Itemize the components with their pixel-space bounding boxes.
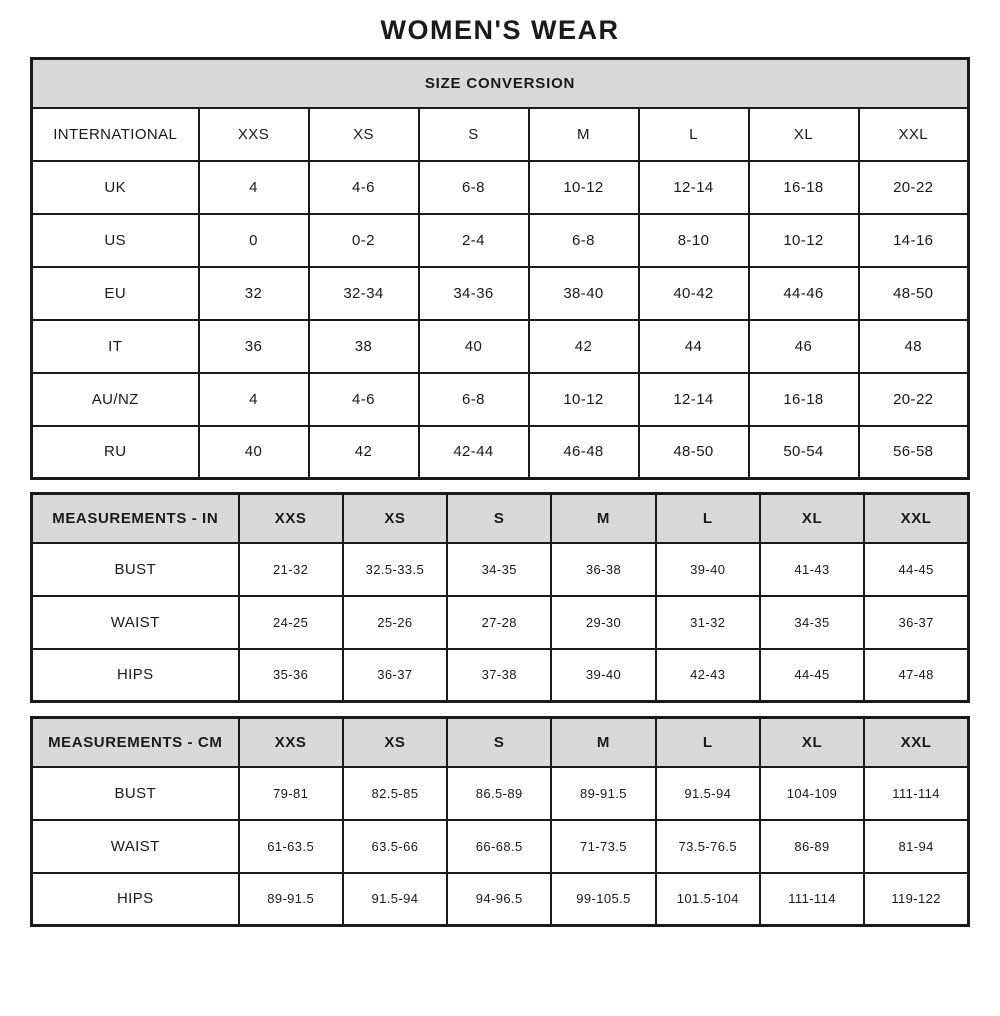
size-cell: 12-14 <box>639 161 749 214</box>
measurement-cell: 36-38 <box>551 543 655 596</box>
table-row <box>32 767 969 820</box>
column-header: S <box>447 718 551 767</box>
row-label: EU <box>32 267 199 320</box>
column-header: S <box>419 108 529 161</box>
column-header: XXL <box>864 718 968 767</box>
row-label: US <box>32 214 199 267</box>
column-header: XL <box>749 108 859 161</box>
table-row <box>32 373 969 426</box>
size-cell: 12-14 <box>639 373 749 426</box>
size-cell: 10-12 <box>749 214 859 267</box>
column-header: S <box>447 494 551 543</box>
size-cell: 8-10 <box>639 214 749 267</box>
row-label: BUST <box>32 543 239 596</box>
row-label: HIPS <box>32 649 239 702</box>
column-header: XXS <box>199 108 309 161</box>
table-row <box>32 320 969 373</box>
size-cell: 40-42 <box>639 267 749 320</box>
size-cell: 6-8 <box>419 161 529 214</box>
column-header: L <box>656 494 760 543</box>
size-cell: 10-12 <box>529 161 639 214</box>
size-cell: 4-6 <box>309 161 419 214</box>
measurement-cell: 41-43 <box>760 543 864 596</box>
measurement-cell: 36-37 <box>864 596 968 649</box>
measurement-cell: 73.5-76.5 <box>656 820 760 873</box>
size-cell: 48-50 <box>859 267 969 320</box>
size-cell: 20-22 <box>859 161 969 214</box>
column-header: XS <box>343 494 447 543</box>
measurement-cell: 34-35 <box>760 596 864 649</box>
measurement-cell: 35-36 <box>239 649 343 702</box>
size-cell: 40 <box>419 320 529 373</box>
size-cell: 2-4 <box>419 214 529 267</box>
measurement-cell: 86-89 <box>760 820 864 873</box>
measurement-cell: 86.5-89 <box>447 767 551 820</box>
column-header: XXS <box>239 494 343 543</box>
size-cell: 40 <box>199 426 309 479</box>
row-label: WAIST <box>32 596 239 649</box>
size-conversion-title: SIZE CONVERSION <box>32 59 969 108</box>
measurement-cell: 36-37 <box>343 649 447 702</box>
table-row <box>32 214 969 267</box>
size-cell: 34-36 <box>419 267 529 320</box>
size-cell: 42 <box>309 426 419 479</box>
measurement-cell: 111-114 <box>760 873 864 926</box>
measurements-cm-title: MEASUREMENTS - CM <box>32 718 239 767</box>
size-cell: 42-44 <box>419 426 529 479</box>
measurement-cell: 61-63.5 <box>239 820 343 873</box>
column-header: M <box>551 718 655 767</box>
size-cell: 14-16 <box>859 214 969 267</box>
measurement-cell: 27-28 <box>447 596 551 649</box>
measurement-cell: 39-40 <box>656 543 760 596</box>
measurement-cell: 89-91.5 <box>239 873 343 926</box>
row-label: AU/NZ <box>32 373 199 426</box>
size-cell: 16-18 <box>749 373 859 426</box>
measurement-cell: 34-35 <box>447 543 551 596</box>
measurement-cell: 91.5-94 <box>656 767 760 820</box>
measurement-cell: 44-45 <box>864 543 968 596</box>
measurement-cell: 63.5-66 <box>343 820 447 873</box>
size-cell: 42 <box>529 320 639 373</box>
measurement-cell: 79-81 <box>239 767 343 820</box>
row-label: BUST <box>32 767 239 820</box>
size-cell: 4 <box>199 373 309 426</box>
size-cell: 32-34 <box>309 267 419 320</box>
measurement-cell: 47-48 <box>864 649 968 702</box>
measurements-in-table <box>30 492 970 703</box>
column-header: M <box>551 494 655 543</box>
column-header: XXL <box>859 108 969 161</box>
measurement-cell: 104-109 <box>760 767 864 820</box>
measurement-cell: 82.5-85 <box>343 767 447 820</box>
table-row <box>32 267 969 320</box>
size-cell: 20-22 <box>859 373 969 426</box>
measurement-cell: 29-30 <box>551 596 655 649</box>
measurement-cell: 66-68.5 <box>447 820 551 873</box>
measurement-cell: 89-91.5 <box>551 767 655 820</box>
page-title: WOMEN'S WEAR <box>380 15 620 45</box>
size-cell: 4-6 <box>309 373 419 426</box>
table-row <box>32 820 969 873</box>
size-cell: 10-12 <box>529 373 639 426</box>
table-header-row <box>32 59 969 108</box>
row-label: UK <box>32 161 199 214</box>
measurement-cell: 71-73.5 <box>551 820 655 873</box>
table-header-row <box>32 718 969 767</box>
measurement-cell: 24-25 <box>239 596 343 649</box>
row-label: HIPS <box>32 873 239 926</box>
measurement-cell: 21-32 <box>239 543 343 596</box>
column-header: M <box>529 108 639 161</box>
column-header: L <box>639 108 749 161</box>
size-cell: 0 <box>199 214 309 267</box>
size-cell: 32 <box>199 267 309 320</box>
table-row <box>32 596 969 649</box>
size-cell: 48 <box>859 320 969 373</box>
measurements-cm-table <box>30 716 970 927</box>
measurement-cell: 37-38 <box>447 649 551 702</box>
measurements-in-title: MEASUREMENTS - IN <box>32 494 239 543</box>
row-label: IT <box>32 320 199 373</box>
size-cell: 46 <box>749 320 859 373</box>
column-header: XL <box>760 494 864 543</box>
size-cell: 44-46 <box>749 267 859 320</box>
measurement-cell: 101.5-104 <box>656 873 760 926</box>
size-cell: 6-8 <box>529 214 639 267</box>
table-row <box>32 649 969 702</box>
column-header: XL <box>760 718 864 767</box>
size-cell: 4 <box>199 161 309 214</box>
size-cell: 0-2 <box>309 214 419 267</box>
measurement-cell: 111-114 <box>864 767 968 820</box>
column-header: L <box>656 718 760 767</box>
measurement-cell: 25-26 <box>343 596 447 649</box>
column-header-row <box>32 108 969 161</box>
measurement-cell: 99-105.5 <box>551 873 655 926</box>
measurement-cell: 39-40 <box>551 649 655 702</box>
size-cell: 36 <box>199 320 309 373</box>
measurement-cell: 94-96.5 <box>447 873 551 926</box>
measurement-cell: 91.5-94 <box>343 873 447 926</box>
measurement-cell: 32.5-33.5 <box>343 543 447 596</box>
table-row <box>32 873 969 926</box>
size-cell: 6-8 <box>419 373 529 426</box>
table-row <box>32 543 969 596</box>
column-header: XS <box>343 718 447 767</box>
size-conversion-table <box>30 57 970 480</box>
column-header: INTERNATIONAL <box>32 108 199 161</box>
measurement-cell: 119-122 <box>864 873 968 926</box>
size-cell: 56-58 <box>859 426 969 479</box>
measurement-cell: 42-43 <box>656 649 760 702</box>
row-label: RU <box>32 426 199 479</box>
size-cell: 16-18 <box>749 161 859 214</box>
measurement-cell: 81-94 <box>864 820 968 873</box>
size-cell: 48-50 <box>639 426 749 479</box>
column-header: XXS <box>239 718 343 767</box>
row-label: WAIST <box>32 820 239 873</box>
size-cell: 46-48 <box>529 426 639 479</box>
table-header-row <box>32 494 969 543</box>
column-header: XXL <box>864 494 968 543</box>
size-cell: 44 <box>639 320 749 373</box>
table-row <box>32 161 969 214</box>
size-cell: 38 <box>309 320 419 373</box>
column-header: XS <box>309 108 419 161</box>
size-cell: 50-54 <box>749 426 859 479</box>
size-cell: 38-40 <box>529 267 639 320</box>
measurement-cell: 44-45 <box>760 649 864 702</box>
measurement-cell: 31-32 <box>656 596 760 649</box>
table-row <box>32 426 969 479</box>
